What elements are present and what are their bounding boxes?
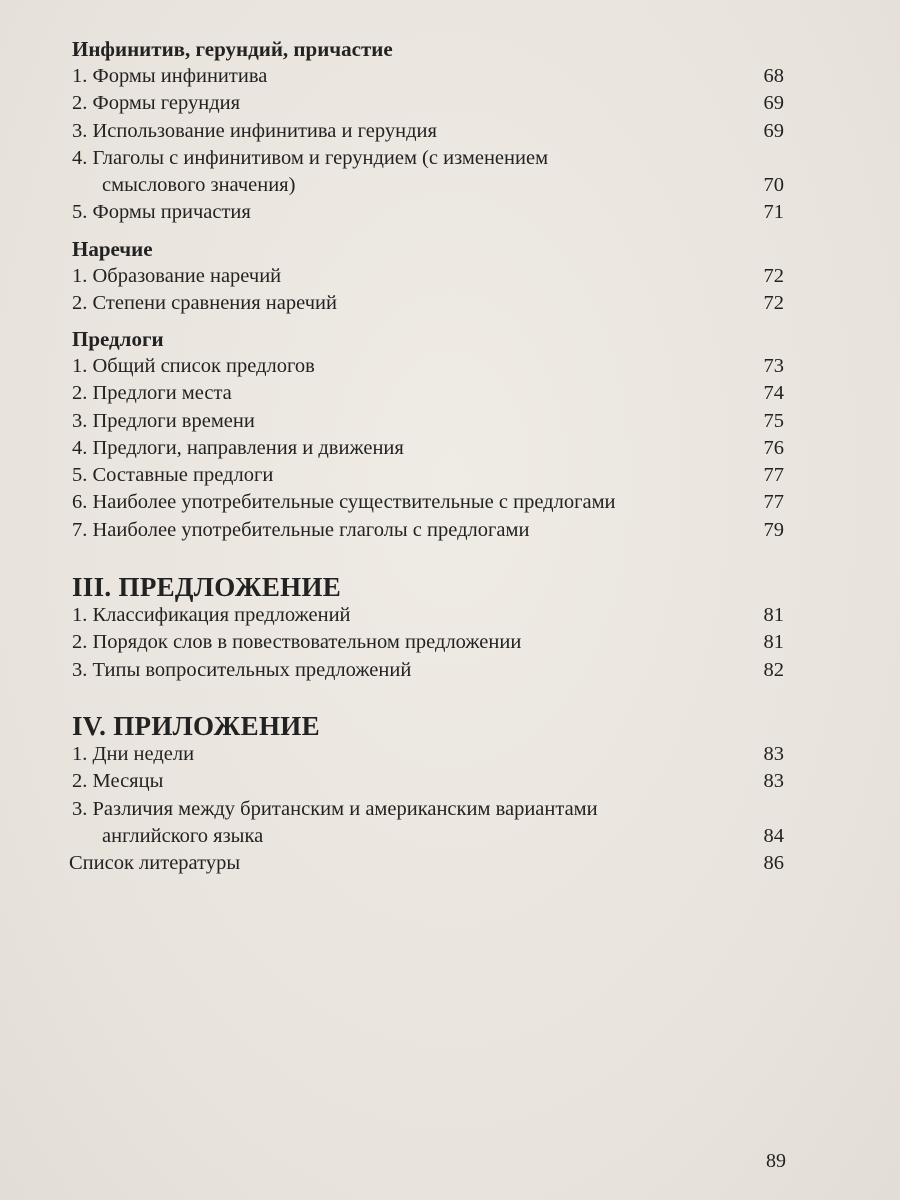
toc-entry-title: 1. Формы инфинитива bbox=[72, 65, 268, 87]
chapter-heading: III. ПРЕДЛОЖЕНИЕ bbox=[72, 572, 342, 602]
toc-entry[interactable] bbox=[72, 199, 784, 226]
toc-entry[interactable] bbox=[72, 408, 784, 435]
toc-entry-title: 1. Общий список предлогов bbox=[72, 355, 315, 377]
toc-entry-page: 81 bbox=[763, 604, 784, 626]
toc-entry-page: 81 bbox=[763, 631, 784, 654]
toc-entry[interactable] bbox=[72, 741, 784, 768]
toc-entry-page: 84 bbox=[763, 824, 784, 847]
toc-entry-title-line2: смыслового значения) bbox=[102, 174, 296, 197]
section-infinitive bbox=[72, 36, 784, 227]
toc-entry-page: 77 bbox=[763, 464, 784, 487]
toc-entry-title: 3. Использование инфинитива и герундия bbox=[72, 119, 437, 142]
toc-entry[interactable] bbox=[72, 145, 784, 200]
toc-entry[interactable] bbox=[69, 850, 784, 877]
toc-entry-title bbox=[72, 145, 784, 200]
toc-entry[interactable] bbox=[72, 435, 784, 462]
section-sentence bbox=[72, 572, 784, 684]
toc-entry[interactable] bbox=[72, 380, 784, 407]
toc-entry-title: 3. Предлоги времени bbox=[72, 409, 255, 432]
toc-entry-page: 74 bbox=[763, 382, 784, 405]
toc-entry-page: 77 bbox=[763, 491, 784, 514]
toc-entry-title: 2. Формы герундия bbox=[72, 92, 241, 115]
section-heading: Наречие bbox=[72, 237, 153, 261]
toc-entry[interactable] bbox=[72, 90, 784, 117]
toc-entry[interactable] bbox=[72, 517, 784, 544]
toc-entry-page: 69 bbox=[763, 119, 784, 142]
toc-entry-page: 72 bbox=[763, 292, 784, 315]
toc-entry-page: 72 bbox=[763, 265, 784, 287]
toc-entry-title: 2. Степени сравнения наречий bbox=[72, 292, 337, 315]
toc-entry[interactable] bbox=[72, 290, 784, 317]
toc-entry-title: 2. Месяцы bbox=[72, 770, 164, 793]
toc-entry-page: 76 bbox=[763, 436, 784, 459]
toc-entry-page: 82 bbox=[763, 658, 784, 681]
toc-entry-title bbox=[72, 796, 784, 851]
toc-entry-title: 6. Наиболее употребительные существительные с предлогами bbox=[72, 491, 616, 514]
toc-entry[interactable] bbox=[72, 118, 784, 145]
toc-entry[interactable] bbox=[72, 462, 784, 489]
toc-entry-title: 4. Предлоги, направления и движения bbox=[72, 436, 404, 459]
toc-entry-page: 73 bbox=[763, 355, 784, 377]
toc-entry-page: 86 bbox=[763, 852, 784, 875]
toc-entry[interactable] bbox=[72, 657, 784, 684]
toc-entry[interactable] bbox=[72, 796, 784, 851]
toc-entry-page: 68 bbox=[763, 65, 784, 87]
section-prepositions bbox=[72, 326, 784, 544]
toc-entry-title: 3. Типы вопросительных предложений bbox=[72, 658, 412, 681]
section-heading: Предлоги bbox=[72, 327, 164, 351]
toc-entry[interactable] bbox=[72, 63, 784, 90]
toc-entry-page: 75 bbox=[763, 409, 784, 432]
toc-entry[interactable] bbox=[72, 489, 784, 516]
toc-entry-title-line2: английского языка bbox=[102, 824, 264, 847]
toc-entry[interactable] bbox=[72, 353, 784, 380]
toc-entry-title: 1. Классификация предложений bbox=[72, 604, 351, 626]
page-number: 89 bbox=[766, 1150, 786, 1172]
toc-entry[interactable] bbox=[72, 602, 784, 629]
toc-entry-title: 7. Наиболее употребительные глаголы с предлогами bbox=[72, 518, 530, 541]
toc-entry-title-line1: 4. Глаголы с инфинитивом и герундием (с изменением bbox=[72, 146, 549, 169]
toc-entry[interactable] bbox=[72, 263, 784, 290]
toc-entry-title: 5. Составные предлоги bbox=[72, 464, 274, 487]
section-heading: Инфинитив, герундий, причастие bbox=[72, 37, 393, 61]
toc-entry-page: 70 bbox=[763, 174, 784, 197]
section-adverb bbox=[72, 236, 784, 318]
toc-entry-page: 79 bbox=[763, 518, 784, 541]
toc-entry-title: Список литературы bbox=[69, 852, 241, 875]
toc-entry-title: 2. Порядок слов в повествовательном предложении bbox=[72, 631, 522, 654]
chapter-heading: IV. ПРИЛОЖЕНИЕ bbox=[72, 711, 320, 741]
toc-entry-title-line1: 3. Различия между британским и американским вариантами bbox=[72, 797, 598, 820]
toc-entry-page: 83 bbox=[763, 770, 784, 793]
toc-entry[interactable] bbox=[72, 768, 784, 795]
toc-entry-title: 2. Предлоги места bbox=[72, 382, 232, 405]
toc-entry-title: 1. Образование наречий bbox=[72, 265, 282, 287]
toc-entry-title: 5. Формы причастия bbox=[72, 201, 251, 224]
section-appendix bbox=[69, 711, 784, 877]
toc-entry-page: 71 bbox=[763, 201, 784, 224]
toc-entry-page: 83 bbox=[763, 743, 784, 765]
toc-entry[interactable] bbox=[72, 629, 784, 656]
toc-entry-title: 1. Дни недели bbox=[72, 743, 195, 765]
toc-entry-page: 69 bbox=[763, 92, 784, 115]
